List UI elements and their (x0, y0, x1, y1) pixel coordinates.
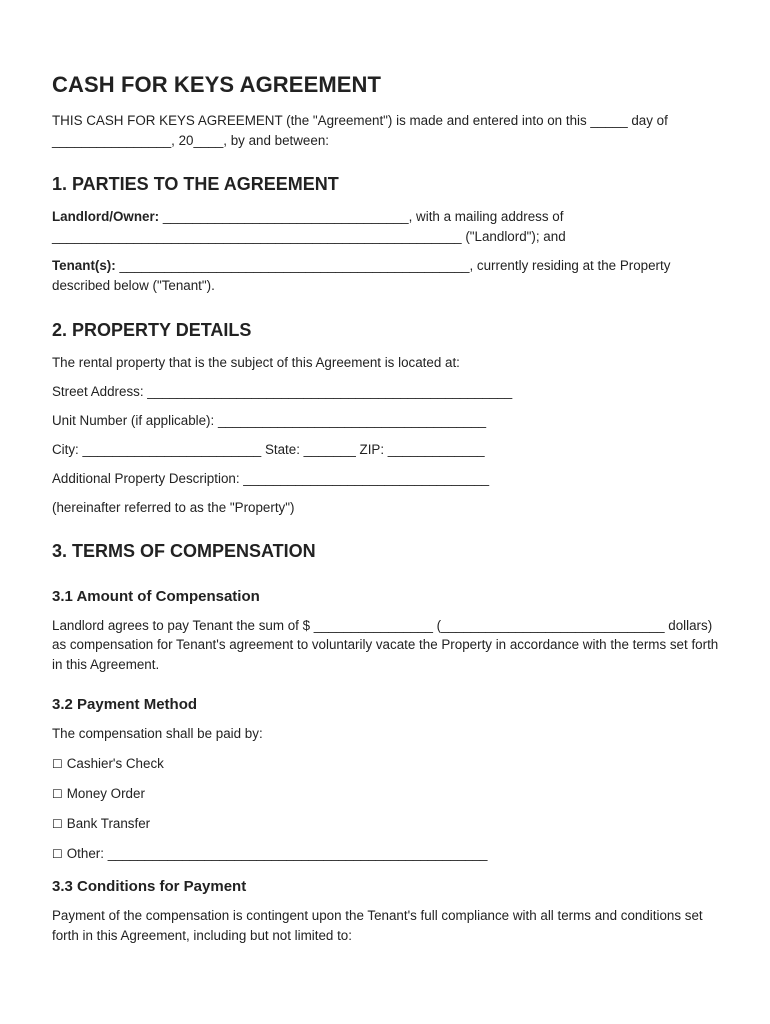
section-3-2-heading: 3.2 Payment Method (52, 696, 198, 714)
payment-option-other (52, 844, 724, 865)
compensation-amount-paragraph: Landlord agrees to pay Tenant the sum of $ ________________ (______________________________ dollars) as compensation for Tenant's agreement to voluntarily vacate the Property in accordance with the terms set forth in this Agreement. (52, 617, 719, 672)
tenant-text: _______________________________________________, currently residing at the Property described below ("Tenant"). (52, 258, 671, 293)
landlord-label: Landlord/Owner: (52, 209, 160, 224)
payment-method-lead: The compensation shall be paid by: (52, 726, 263, 742)
option-label: Cashier's Check (66, 755, 164, 771)
tenant-paragraph (52, 256, 724, 295)
landlord-paragraph (52, 207, 724, 246)
property-details (52, 353, 724, 518)
checkbox-icon: ☐ (52, 756, 63, 771)
street-address-line: Street Address: _________________________________________________ (52, 384, 513, 400)
section-3-1-heading: 3.1 Amount of Compensation (52, 587, 260, 605)
section-3-3-heading: 3.3 Conditions for Payment (52, 878, 247, 896)
city-state-zip-line: City: ________________________ State: _______ ZIP: _____________ (52, 442, 485, 458)
payment-method-list (52, 724, 724, 864)
unit-number-line: Unit Number (if applicable): ____________________________________ (52, 413, 487, 429)
payment-option-bank-transfer (52, 814, 724, 835)
payment-conditions-paragraph: Payment of the compensation is contingent upon the Tenant's full compliance with all terms and conditions set forth in this Agreement, including but not limited to: (52, 908, 703, 943)
checkbox-icon: ☐ (52, 846, 63, 861)
payment-option-money-order (52, 784, 724, 805)
tenant-label: Tenant(s): (52, 258, 116, 273)
document-page (52, 70, 724, 945)
document-title: CASH FOR KEYS AGREEMENT (52, 72, 382, 97)
hereinafter-text: (hereinafter referred to as the "Property") (52, 500, 295, 516)
property-lead: The rental property that is the subject of this Agreement is located at: (52, 355, 460, 370)
option-label: Other: ___________________________________________________ (66, 845, 488, 861)
landlord-text: _________________________________, with a mailing address of _______________________________________________________ ("Landlord"); and (52, 209, 566, 244)
option-label: Money Order (66, 785, 145, 801)
payment-option-cashiers-check (52, 754, 724, 775)
additional-description-line: Additional Property Description: _________________________________ (52, 471, 490, 487)
section-3-heading: 3. TERMS OF COMPENSATION (52, 540, 316, 561)
section-2-heading: 2. PROPERTY DETAILS (52, 320, 252, 340)
checkbox-icon: ☐ (52, 816, 63, 831)
section-1-heading: 1. PARTIES TO THE AGREEMENT (52, 174, 339, 194)
checkbox-icon: ☐ (52, 786, 63, 801)
option-label: Bank Transfer (66, 815, 151, 831)
intro-paragraph: THIS CASH FOR KEYS AGREEMENT (the "Agreement") is made and entered into on this _____ day of ________________, 20____, by and between: (52, 113, 668, 148)
